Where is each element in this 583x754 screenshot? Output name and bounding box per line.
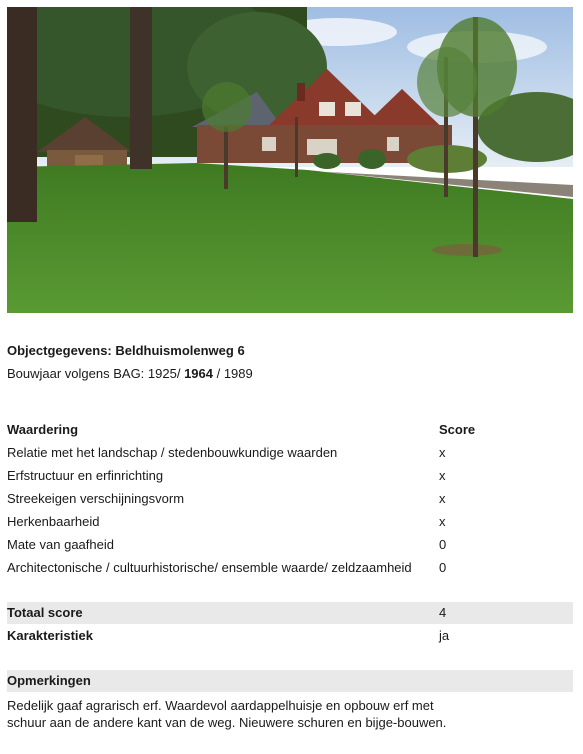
karakteristiek-label: Karakteristiek: [7, 628, 93, 643]
farmhouse-photo: [7, 7, 573, 313]
criterion-score: x: [439, 514, 446, 529]
criterion-score: x: [439, 468, 446, 483]
criterion-score: x: [439, 445, 446, 460]
table-row: [7, 514, 573, 534]
criterion-label: Architectonische / cultuurhistorische/ ensemble waarde/ zeldzaamheid: [7, 560, 412, 575]
table-row: [7, 445, 573, 465]
criterion-label: Relatie met het landschap / stedenbouwkundige waarden: [7, 445, 338, 460]
totaal-score-label: Totaal score: [7, 605, 83, 620]
table-row: [7, 491, 573, 511]
criterion-label: Herkenbaarheid: [7, 514, 100, 529]
header-waardering: Waardering: [7, 422, 79, 437]
bouwjaar-line: [7, 366, 253, 381]
header-score: Score: [439, 422, 476, 437]
table-row: [7, 560, 573, 580]
object-title: Objectgegevens: Beldhuismolenweg 6: [7, 343, 245, 358]
criterion-score: 0: [439, 560, 447, 575]
table-row: [7, 537, 573, 557]
bouwjaar-suffix: / 1989: [212, 366, 253, 381]
totaal-score-row: [7, 602, 573, 624]
bouwjaar-highlight: 1964: [184, 366, 213, 381]
criterion-label: Erfstructuur en erfinrichting: [7, 468, 164, 483]
bouwjaar-prefix: Bouwjaar volgens BAG: 1925/: [7, 366, 185, 381]
opmerkingen-text: Redelijk gaaf agrarisch erf. Waardevol aardappelhuisje en opbouw erf met schuur aan de andere kant van de weg. Nieuwere schuren en bijge-bouwen.: [7, 698, 447, 730]
criterion-label: Mate van gaafheid: [7, 537, 114, 552]
opmerkingen-label: Opmerkingen: [7, 673, 91, 688]
karakteristiek-value: ja: [439, 628, 450, 643]
criterion-label: Streekeigen verschijningsvorm: [7, 491, 185, 506]
criterion-score: 0: [439, 537, 447, 552]
criterion-score: x: [439, 491, 446, 506]
totaal-score-value: 4: [439, 605, 447, 620]
table-row: [7, 468, 573, 488]
opmerkingen-header: [7, 670, 573, 692]
